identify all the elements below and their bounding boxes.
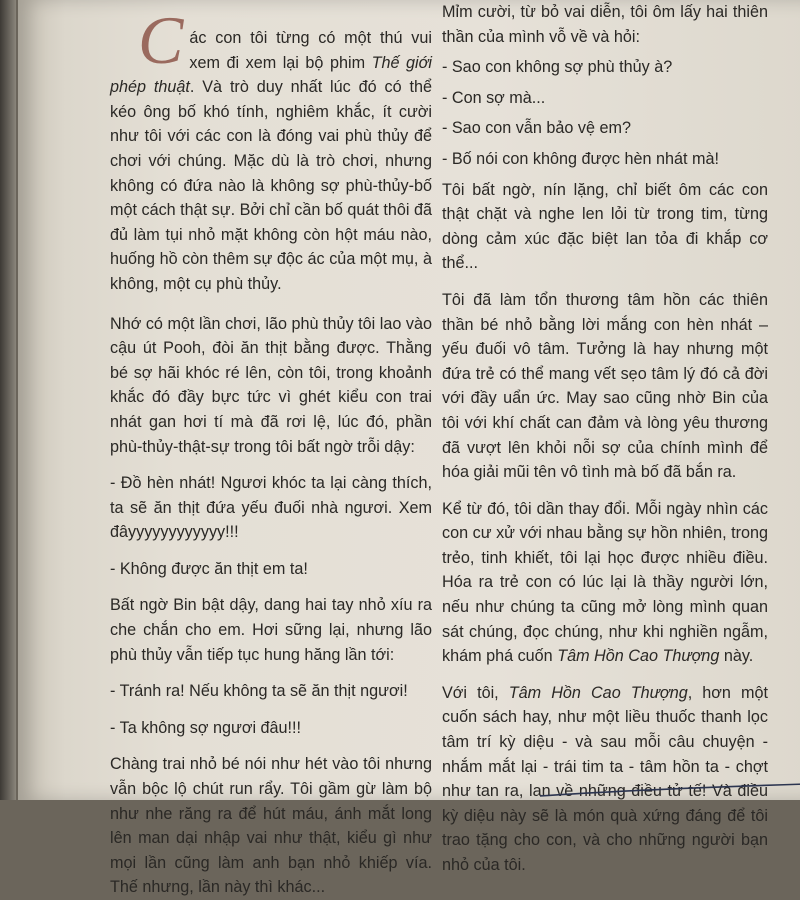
r-paragraph-5: - Bố nói con không được hèn nhát mà!	[442, 149, 720, 168]
right-column	[442, 0, 768, 878]
paragraph-2: Nhớ có một lần chơi, lão phù thủy tôi lao vào cậu út Pooh, đòi ăn thịt bằng được. Thằng bé sợ hãi khóc ré lên, còn tôi, trong khoảnh khắc đó đầy bực tức vì ghét kiểu con trai nhát gan hơi tí mà đã rơi lệ, lúc đó, phần phù-thủy-thật-sự trong tôi bất ngờ trỗi dậy:	[110, 314, 432, 456]
r-paragraph-6: Tôi bất ngờ, nín lặng, chỉ biết ôm các con thật chặt và nghe len lỏi từ trong tim, từng dòng cảm xúc đặc biệt lan tỏa đi khắp cơ thể...	[442, 180, 768, 273]
drop-cap: C	[138, 2, 184, 78]
left-column	[110, 2, 432, 900]
r-paragraph-8-text-b: này.	[719, 647, 754, 666]
r-paragraph-8-text-a: Kể từ đó, tôi dần thay đổi. Mỗi ngày nhìn các con cư xử với nhau bằng sự hồn nhiên, trong trẻo, tinh khiết, tôi lại học được nhiều điều. Hóa ra trẻ con có lúc lại là thầy người lớn, nếu như chúng ta cũng mở lòng mình quan sát chúng, đọc chúng, như khi nghiền ngẫm, khám phá cuốn	[442, 499, 768, 666]
book-title: Tâm Hồn Cao Thượng	[557, 647, 720, 666]
book-page	[18, 0, 800, 897]
paragraph-1	[110, 2, 432, 297]
book-spine	[0, 0, 16, 800]
paragraph-4: - Không được ăn thịt em ta!	[110, 559, 308, 578]
paragraph-5: Bất ngờ Bin bật dậy, dang hai tay nhỏ xíu ra che chắn cho em. Hơi sững lại, nhưng lão phù thủy vẫn tiếp tục hung hăng lần tới:	[110, 596, 432, 664]
paragraph-7: - Ta không sợ ngươi đâu!!!	[110, 718, 302, 737]
pen-underline-mark	[538, 782, 800, 802]
paragraph-8: Chàng trai nhỏ bé nói như hét vào tôi nhưng vẫn bộc lộ chút run rẩy. Tôi gầm gừ làm bộ như nhe răng ra để hút máu, ánh mắt long lên man dại nhập vai như thật, kiểu gì như mọi lần cũng làm anh bạn nhỏ khiếp vía. Thế nhưng, lần này thì khác...	[110, 755, 432, 897]
r-paragraph-9-text-b: , hơn một cuốn sách hay, như một liều thuốc thanh lọc tâm trí kỳ diệu - và sau mỗi câu chuyện - nhắm mắt lại - trái tim ta - tâm hồn ta - chợt như tan ra, lan về những điều tử tế! Và điều kỳ diệu này sẽ là món quà xứng đáng để tôi trao tặng cho con, và cho những người bạn nhỏ của tôi.	[442, 683, 768, 874]
movie-title: Thế giới phép thuật	[110, 53, 432, 97]
r-paragraph-1: Mỉm cười, từ bỏ vai diễn, tôi ôm lấy hai thiên thần của mình vỗ về và hỏi:	[442, 3, 768, 46]
paragraph-3: - Đồ hèn nhát! Ngươi khóc ta lại càng thích, ta sẽ ăn thịt đứa yếu đuối nhà ngươi. Xem đâyyyyyyyyyyyy!!!	[110, 474, 432, 542]
r-paragraph-3: - Con sợ mà...	[442, 88, 546, 107]
r-paragraph-8	[442, 497, 768, 669]
r-paragraph-9-text-a: Với tôi,	[442, 683, 509, 702]
r-paragraph-9	[442, 681, 768, 878]
paragraph-1-text-a: ác con tôi từng có một thú vui xem đi xem lại bộ phim	[189, 29, 432, 72]
book-title-2: Tâm Hồn Cao Thượng	[508, 683, 688, 702]
paragraph-1-text-b: . Và trò duy nhất lúc đó có thể kéo ông bố khó tính, nghiêm khắc, ít cười như tôi với các con là đóng vai phù thủy để chơi với chúng. Mặc dù là trò chơi, nhưng không có đứa nào là không sợ phù-thủy-bố một cách thật sự. Bởi chỉ cần bố quát thôi đã đủ làm tụi nhỏ mặt không còn hột máu nào, huống hồ còn thêm sự độc ác của một mụ, à không, một cụ phù thủy.	[110, 78, 432, 293]
paragraph-6: - Tránh ra! Nếu không ta sẽ ăn thịt ngươi!	[110, 682, 408, 701]
r-paragraph-2: - Sao con không sợ phù thủy à?	[442, 58, 673, 77]
r-paragraph-4: - Sao con vẫn bảo vệ em?	[442, 119, 631, 138]
r-paragraph-7: Tôi đã làm tổn thương tâm hồn các thiên thần bé nhỏ bằng lời mắng con hèn nhát – yếu đuối vô tâm. Tưởng là hay nhưng một đứa trẻ có thể mang vết sẹo tâm lý đó cả đời với đầy uẩn ức. May sao cũng nhờ Bin của tôi với khí chất can đảm và lòng yêu thương đã vượt lên khỏi nỗi sợ của chính mình để hóa giải mũi tên vô tình mà bố đã bắn ra.	[442, 290, 768, 482]
